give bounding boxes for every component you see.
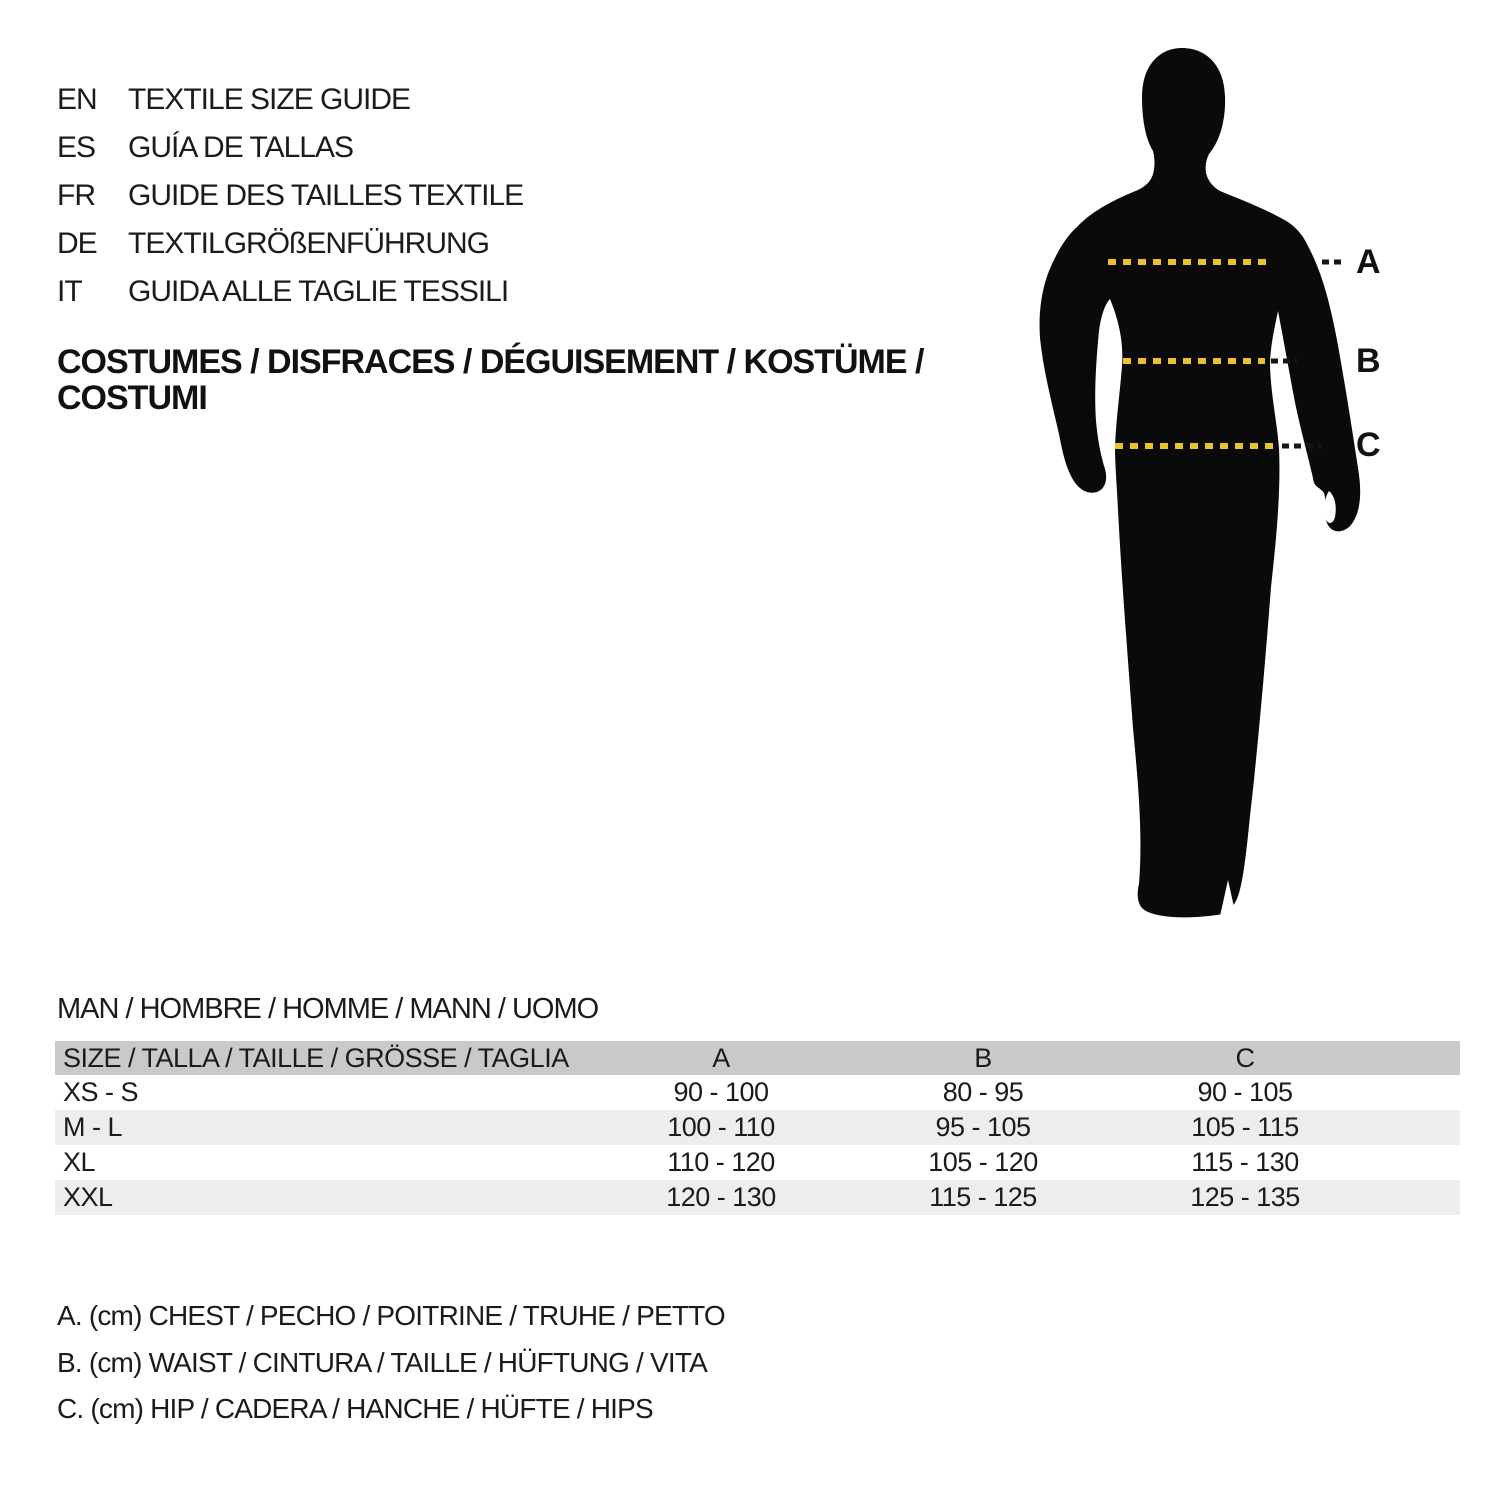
language-list bbox=[57, 84, 523, 324]
language-row-it bbox=[57, 276, 523, 324]
hip-range: 125 - 135 bbox=[1190, 1182, 1300, 1212]
column-header-c: C bbox=[1235, 1042, 1255, 1073]
size-cell: XXL bbox=[63, 1182, 113, 1212]
section-title-man: MAN / HOMBRE / HOMME / MANN / UOMO bbox=[57, 993, 599, 1025]
chest-range: 100 - 110 bbox=[667, 1112, 775, 1142]
waist-range: 80 - 95 bbox=[942, 1077, 1024, 1107]
size-cell: XS - S bbox=[63, 1077, 139, 1107]
chest-range: 110 - 120 bbox=[667, 1147, 775, 1177]
language-label: GUIDE DES TAILLES TEXTILE bbox=[128, 179, 524, 212]
man-silhouette-body bbox=[1040, 48, 1361, 917]
legend-hip: C. (cm) HIP / CADERA / HANCHE / HÜFTE / HIPS bbox=[57, 1393, 653, 1424]
language-label: TEXTILGRÖßENFÜHRUNG bbox=[128, 227, 490, 260]
table-row-xl bbox=[55, 1145, 1460, 1180]
table-row-xxl bbox=[55, 1180, 1460, 1215]
column-header-a: A bbox=[712, 1042, 730, 1073]
hip-range: 115 - 130 bbox=[1191, 1147, 1299, 1177]
measure-legend bbox=[57, 1300, 725, 1440]
language-row-es bbox=[57, 132, 523, 180]
legend-chest: A. (cm) CHEST / PECHO / POITRINE / TRUHE / PETTO bbox=[57, 1300, 725, 1331]
waist-range: 105 - 120 bbox=[928, 1147, 1038, 1177]
table-row-m-l bbox=[55, 1110, 1460, 1145]
waist-range: 95 - 105 bbox=[935, 1112, 1031, 1142]
language-code: DE bbox=[57, 227, 97, 260]
size-column-header: SIZE / TALLA / TAILLE / GRÖSSE / TAGLIA bbox=[63, 1042, 569, 1073]
size-cell: M - L bbox=[63, 1112, 123, 1142]
size-table-header-row bbox=[55, 1041, 1460, 1075]
language-row-de bbox=[57, 228, 523, 276]
man-silhouette-figure bbox=[1030, 40, 1365, 925]
waist-range: 115 - 125 bbox=[929, 1182, 1037, 1212]
legend-waist: B. (cm) WAIST / CINTURA / TAILLE / HÜFTUNG / VITA bbox=[57, 1346, 707, 1378]
language-code: EN bbox=[57, 83, 97, 116]
chest-range: 90 - 100 bbox=[673, 1077, 769, 1107]
measure-label-a: A bbox=[1356, 243, 1381, 281]
size-table bbox=[55, 1041, 1460, 1215]
category-heading: COSTUMES / DISFRACES / DÉGUISEMENT / KOSTÜME / COSTUMI bbox=[57, 343, 924, 417]
language-label: GUIDA ALLE TAGLIE TESSILI bbox=[128, 275, 509, 308]
language-label: TEXTILE SIZE GUIDE bbox=[128, 83, 411, 116]
hip-range: 105 - 115 bbox=[1191, 1112, 1299, 1142]
hip-range: 90 - 105 bbox=[1197, 1077, 1293, 1107]
size-cell: XL bbox=[63, 1147, 96, 1177]
language-row-en bbox=[57, 84, 523, 132]
man-silhouette bbox=[1030, 40, 1365, 925]
column-header-b: B bbox=[974, 1042, 992, 1073]
measure-label-c: C bbox=[1356, 426, 1381, 464]
language-code: FR bbox=[57, 179, 95, 212]
language-label: GUÍA DE TALLAS bbox=[128, 131, 353, 164]
table-row-xs-s bbox=[55, 1075, 1460, 1110]
measure-label-b: B bbox=[1356, 342, 1381, 380]
language-code: IT bbox=[57, 275, 82, 308]
chest-range: 120 - 130 bbox=[666, 1182, 776, 1212]
language-row-fr bbox=[57, 180, 523, 228]
language-code: ES bbox=[57, 131, 96, 164]
